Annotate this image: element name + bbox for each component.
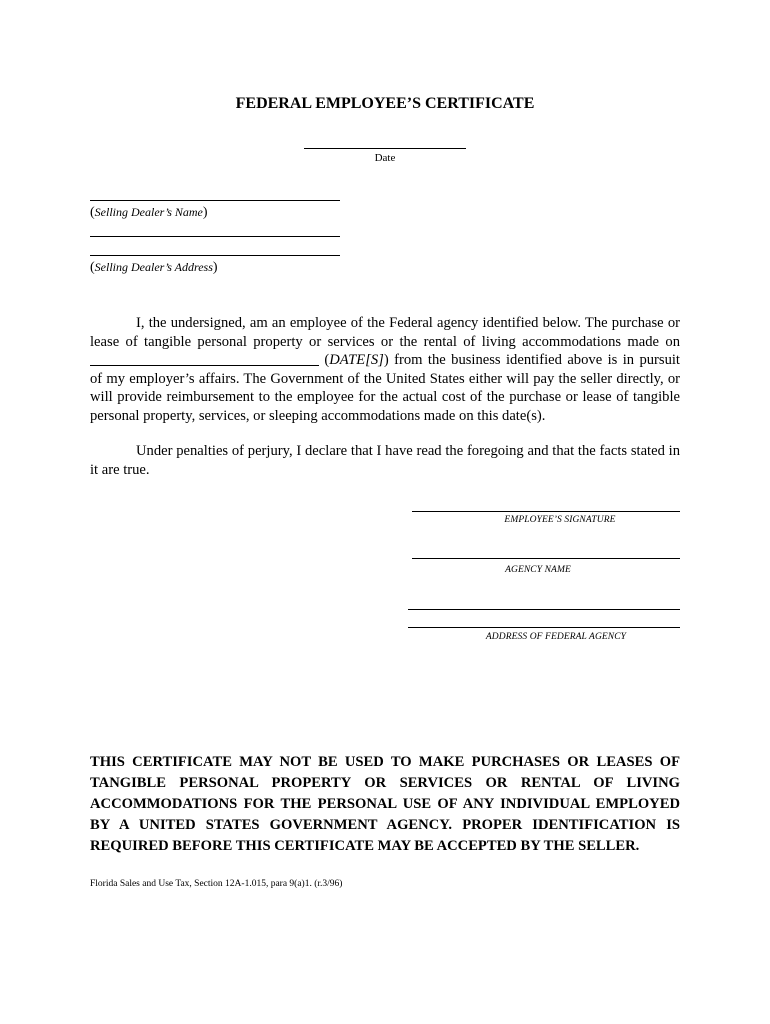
close-paren: ): [212, 260, 218, 275]
footer-citation: Florida Sales and Use Tax, Section 12A-1.015, para 9(a)1. (r.3/96): [90, 879, 343, 889]
employee-signature-label: EMPLOYEE’S SIGNATURE: [504, 515, 616, 525]
dealer-name-caption: [90, 205, 208, 221]
body-paragraph-1: I, the undersigned, am an employee of the Federal agency identified below. The purchase or lease of tangible personal property or services or the rental of living accommodations made on (DATE[S]) from the business identified above is in pursuit of my employer’s affairs. The Government of the United States either will pay the seller directly, or will provide reimbursement to the employee for the actual cost of the purchase or lease of tangible personal property, services, or sleeping accommodations made on this date(s).: [90, 315, 680, 424]
paragraph-2-text: Under penalties of perjury, I declare that I have read the foregoing and that the facts stated in it are true.: [90, 443, 680, 478]
date-token: DATE[S]: [329, 352, 384, 369]
dealer-name-label: Selling Dealer’s Name: [94, 205, 203, 219]
dealer-name-field-line[interactable]: [90, 200, 340, 201]
paragraph-1-part-1: I, the undersigned, am an employee of the Federal agency identified below. The purchase or lease of tangible personal property or services or the rental of living accommodations made on: [90, 315, 680, 350]
agency-address-line-1[interactable]: [408, 609, 680, 610]
date-inline-field[interactable]: [90, 351, 319, 366]
agency-address-line-2[interactable]: [408, 627, 680, 628]
agency-name-label: AGENCY NAME: [505, 565, 571, 575]
paragraph-1-part-2: from the business identified above is in pursuit of my employer’s affairs. The Government of the United States either will pay the seller directly, or will provide reimbursement to the employee for the actual cost of the purchase or lease of tangible personal property, services, or sleeping accommodations made on this date(s).: [90, 352, 680, 424]
dealer-address-field-line-1[interactable]: [90, 236, 340, 237]
date-label: Date: [374, 152, 396, 164]
body-paragraph-2: [90, 442, 680, 479]
document-title: FEDERAL EMPLOYEE’S CERTIFICATE: [235, 95, 535, 112]
agency-name-line[interactable]: [412, 558, 680, 559]
dealer-address-field-line-2[interactable]: [90, 255, 340, 256]
close-paren: ): [202, 205, 208, 220]
employee-signature-line[interactable]: [412, 511, 680, 512]
date-field-line[interactable]: [304, 148, 466, 149]
dealer-address-label: Selling Dealer’s Address: [94, 260, 213, 274]
agency-address-label: ADDRESS OF FEDERAL AGENCY: [485, 632, 627, 642]
warning-statement: THIS CERTIFICATE MAY NOT BE USED TO MAKE PURCHASES OR LEASES OF TANGIBLE PERSONAL PROPERTY OR SERVICES OR RENTAL OF LIVING ACCOMMODATIONS FOR THE PERSONAL USE OF ANY INDIVIDUAL EMPLOYED BY A UNITED STATES GOVERNMENT AGENCY. PROPER IDENTIFICATION IS REQUIRED BEFORE THIS CERTIFICATE MAY BE ACCEPTED BY THE SELLER.: [90, 754, 680, 854]
dealer-address-caption: [90, 260, 218, 276]
open-paren: (: [90, 205, 95, 220]
open-paren: (: [90, 260, 95, 275]
